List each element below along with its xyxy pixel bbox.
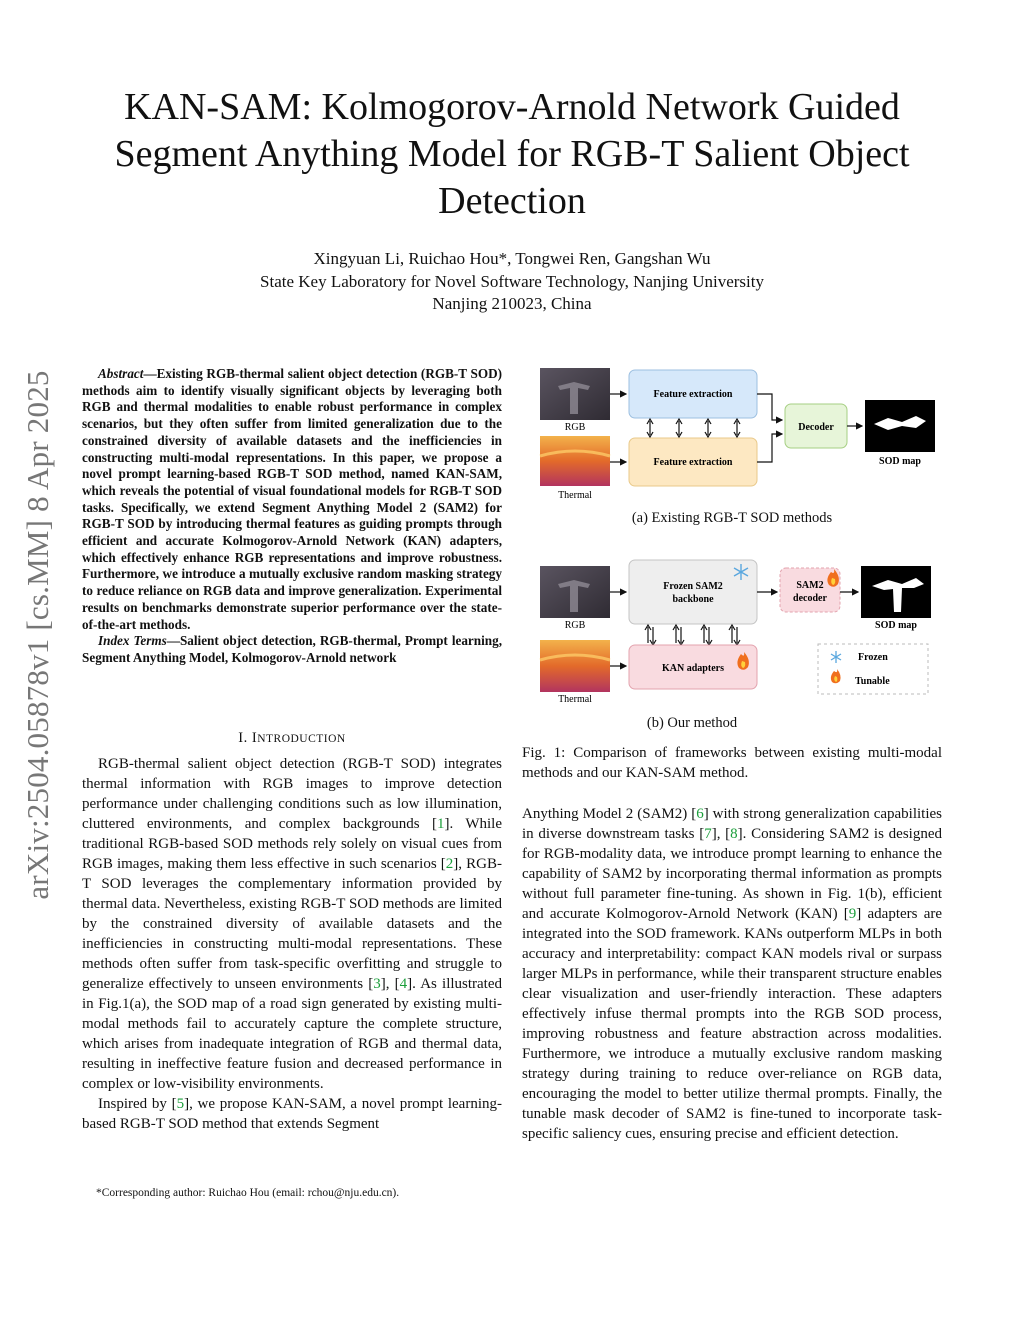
affiliation: State Key Laboratory for Novel Software Technology, Nanjing University xyxy=(260,271,764,291)
thermal-label-b: Thermal xyxy=(558,694,592,705)
index-terms-text: —Salient object detection, RGB-thermal, Prompt learning, Segment Anything Model, Kolmogorov-Arnold network xyxy=(82,633,503,665)
address: Nanjing 210023, China xyxy=(432,294,592,313)
legend-frozen-label: Frozen xyxy=(858,652,888,663)
index-terms-label: Index Terms xyxy=(98,633,167,649)
figure-1-diagram xyxy=(522,358,942,738)
section-title-initial: I xyxy=(251,730,258,746)
citation-link[interactable]: 8 xyxy=(730,826,738,842)
rgb-label-b: RGB xyxy=(564,620,586,631)
interaction-arrows-b xyxy=(645,625,740,645)
legend-tunable-label: Tunable xyxy=(855,676,890,687)
subcaption-b: (b) Our method xyxy=(646,715,738,731)
abstract-text: —Existing RGB-thermal salient object detection (RGB-T SOD) methods aim to identify visually significant objects by leveraging both RGB and thermal modalities to enable robust performance in complex scenarios, but they often suffer from limited generalization due to the constrained diversity of available datasets and the inefficiencies in constructing multi-modal representations. In this paper, we propose a novel prompt learning-based RGB-T SOD method, named KAN-SAM, which reveals the potential of visual foundational models for RGB-T SOD tasks. Specifically, we extend Segment Anything Model 2 (SAM2) for RGB-T SOD by introducing thermal features as guiding prompts through efficient and accurate Kolmogorov-Arnold Network (KAN) adapters, which effectively enhance RGB representations and improve robustness. Furthermore, we introduce a mutually exclusive random masking strategy to reduce reliance on RGB data and improve generalization. Experimental results on benchmarks demonstrate superior performance over the state-of-the-art methods. xyxy=(82,366,502,632)
citation-link[interactable]: 1 xyxy=(436,816,445,832)
authors: Xingyuan Li, Ruichao Hou*, Tongwei Ren, Gangshan Wu xyxy=(313,249,711,268)
sod-map-b-label: SOD map xyxy=(875,620,917,631)
subcaption-a: (a) Existing RGB-T SOD methods xyxy=(631,510,833,526)
thermal-label-a: Thermal xyxy=(558,490,592,501)
paper-title: KAN-SAM: Kolmogorov-Arnold Network Guided Segment Anything Model for RGB-T Salient Object Detection xyxy=(114,86,910,222)
citation-link[interactable]: 2 xyxy=(445,856,454,872)
section-title-rest: NTRODUCTION xyxy=(257,733,346,745)
sam2-decoder-label-line2: decoder xyxy=(793,593,827,604)
sod-map-a-label: SOD map xyxy=(879,456,921,467)
abstract xyxy=(82,366,502,667)
footnote: *Corresponding author: Ruichao Hou (email: rchou@nju.edu.cn). xyxy=(96,1187,400,1199)
citation-link[interactable]: 5 xyxy=(176,1096,185,1112)
kan-adapters-label: KAN adapters xyxy=(662,663,724,674)
intro-body xyxy=(82,754,502,1134)
decoder-a-label: Decoder xyxy=(798,422,834,433)
arxiv-stamp xyxy=(8,345,68,925)
citation-link[interactable]: 9 xyxy=(848,906,857,922)
thermal-image-b xyxy=(540,640,610,692)
figure-caption: Fig. 1: Comparison of frameworks between existing multi-modal methods and our KAN-SAM method. xyxy=(522,745,942,781)
fire-icon xyxy=(831,669,841,683)
citation-link[interactable]: 6 xyxy=(696,806,704,822)
right-column-body: Anything Model 2 (SAM2) [6] with strong generalization capabilities in diverse downstream tasks [7], [8]. Considering SAM2 is designed for RGB-modality data, we introduce prompt learning to enhance the capability of SAM2 by incorporating thermal information as prompts without full parameter fine-tuning. As shown in Fig. 1(b), efficient and accurate Kolmogorov-Arnold Network (KAN) [9] adapters are integrated into the SOD framework. KANs outperform MLPs in both accuracy and interpretability: compact KAN models rival or surpass larger MLPs in performance, while their transparent structure enables clear visualization and user-friendly interaction. These adapters effectively infuse thermal prompts into the RGB SOD process, improving robustness and feature abstraction across modalities. Furthermore, we introduce a mutually exclusive random masking strategy during training to reduce over-reliance on RGB data, encouraging the model to better utilize thermal prompts. Finally, the tunable mask decoder of SAM2 is fine-tuned to incorporate task-specific saliency cues, ensuring precise and efficient detection. xyxy=(522,806,942,1142)
backbone-label-line2: backbone xyxy=(672,594,714,605)
citation-link[interactable]: 7 xyxy=(704,826,712,842)
citation-link[interactable]: 3 xyxy=(373,976,381,992)
arxiv-id: arXiv:2504.05878v1 [cs.MM] 8 Apr 2025 xyxy=(20,370,55,900)
intro-paragraph-1: RGB-thermal salient object detection (RGB-T SOD) integrates thermal information with RGB images to improve detection performance under challenging conditions such as low illumination, cluttered environments, and complex backgrounds [1]. While traditional RGB-based SOD methods rely solely on visual cues from RGB images, making them less effective in such scenarios [2], RGB-T SOD leverages the complementary information provided by thermal data. Nevertheless, existing RGB-T SOD methods are limited by the constrained diversity of available datasets and the inefficiencies in constructing multi-modal representations. These methods often suffer from task-specific overfitting and struggle to generalize effectively to unseen environments [3], [4]. As illustrated in Fig.1(a), the SOD map of a road sign generated by existing multi-modal methods fail to accurately capture the complete structure, which arises from inadequate integration of RGB and thermal data, resulting in ineffective feature fusion and decreased performance in complex or low-visibility environments. xyxy=(82,756,503,1092)
citation-link[interactable]: 4 xyxy=(399,976,408,992)
abstract-label: Abstract xyxy=(98,366,144,381)
rgb-label-a: RGB xyxy=(564,422,586,433)
backbone-label-line1: Frozen SAM2 xyxy=(663,581,723,592)
feature-extraction-thermal-label: Feature extraction xyxy=(653,457,733,468)
author-block xyxy=(60,248,964,316)
snowflake-icon xyxy=(831,651,841,663)
sam2-decoder-label-line1: SAM2 xyxy=(796,580,824,591)
feature-extraction-rgb-label: Feature extraction xyxy=(653,389,733,400)
section-number: I. xyxy=(238,730,248,746)
section-heading xyxy=(82,730,502,747)
section-title xyxy=(252,730,346,746)
intro-paragraph-2: Inspired by [5], we propose KAN-SAM, a novel prompt learning-based RGB-T SOD method that extends Segment xyxy=(82,1096,502,1132)
interaction-arrows-a xyxy=(647,419,740,437)
figure-1 xyxy=(522,358,942,738)
thermal-image-a xyxy=(540,436,610,486)
